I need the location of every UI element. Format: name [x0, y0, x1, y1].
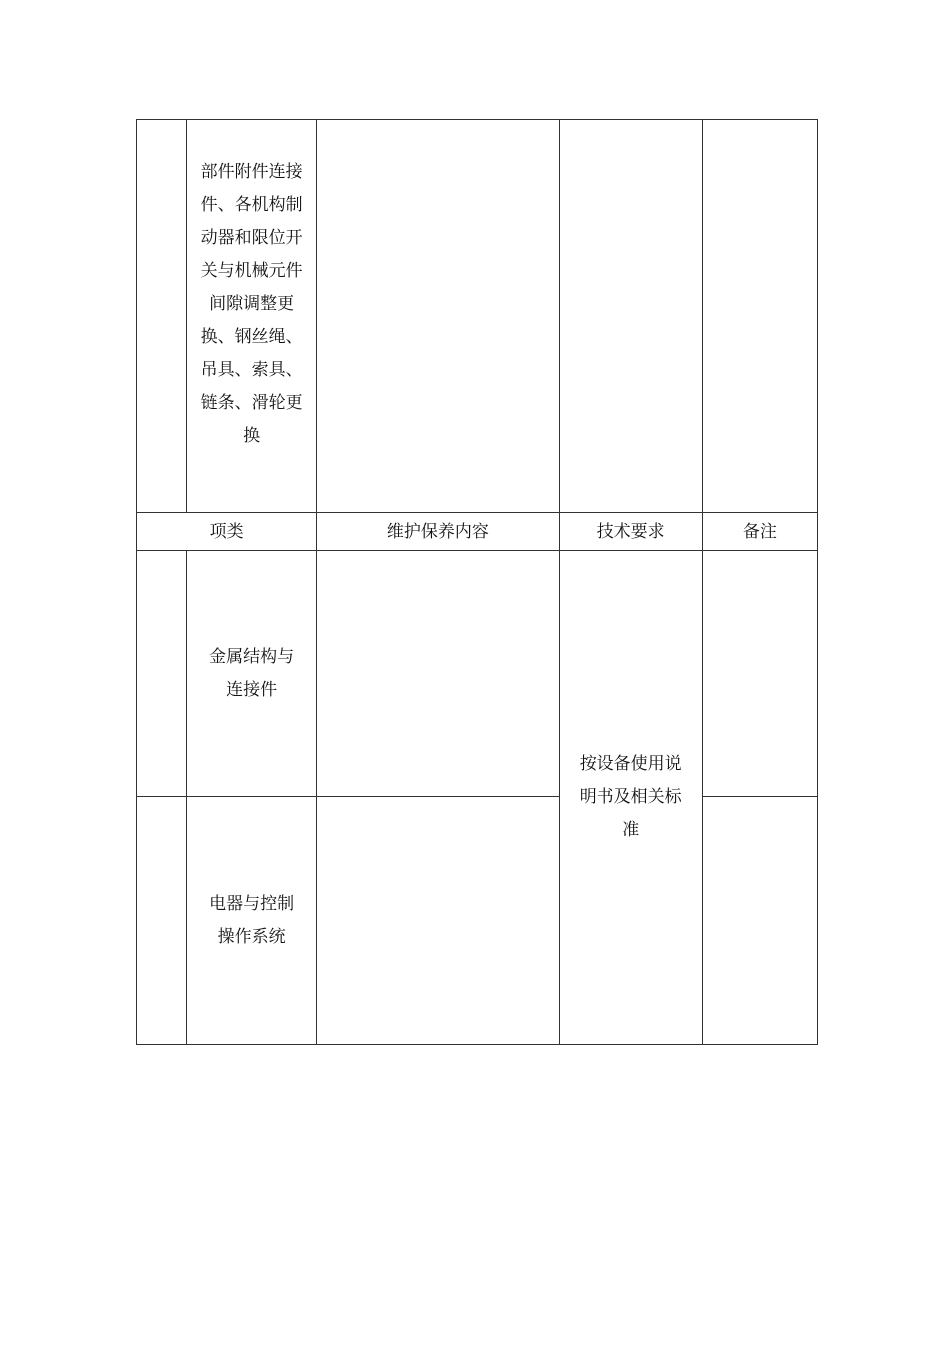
table-header-row [137, 513, 818, 551]
header-content: 维护保养内容 [317, 513, 559, 551]
index-cell [137, 120, 187, 513]
content-cell [317, 120, 559, 513]
header-remark: 备注 [702, 513, 817, 551]
requirement-cell [559, 551, 702, 1045]
table-row [137, 551, 818, 797]
remark-cell [702, 120, 817, 513]
content-cell [317, 797, 559, 1045]
table-row [137, 797, 818, 1045]
index-cell [137, 551, 187, 797]
remark-cell [702, 551, 817, 797]
item-text: 电器与控制操作系统 [209, 893, 295, 947]
item-cell [187, 551, 317, 797]
header-requirement: 技术要求 [559, 513, 702, 551]
item-text: 金属结构与连接件 [209, 646, 295, 700]
item-text: 部件附件连接件、各机构制动器和限位开关与机械元件间隙调整更换、钢丝绳、吊具、索具、链条、滑轮更换 [200, 161, 303, 446]
maintenance-table [136, 119, 818, 1045]
table-row-continued [137, 120, 818, 513]
index-cell [137, 797, 187, 1045]
remark-cell [702, 797, 817, 1045]
item-cell [187, 797, 317, 1045]
requirement-text: 按设备使用说明书及相关标准 [579, 754, 682, 840]
item-cell [187, 120, 317, 513]
header-category: 项类 [137, 513, 317, 551]
content-cell [317, 551, 559, 797]
requirement-cell [559, 120, 702, 513]
